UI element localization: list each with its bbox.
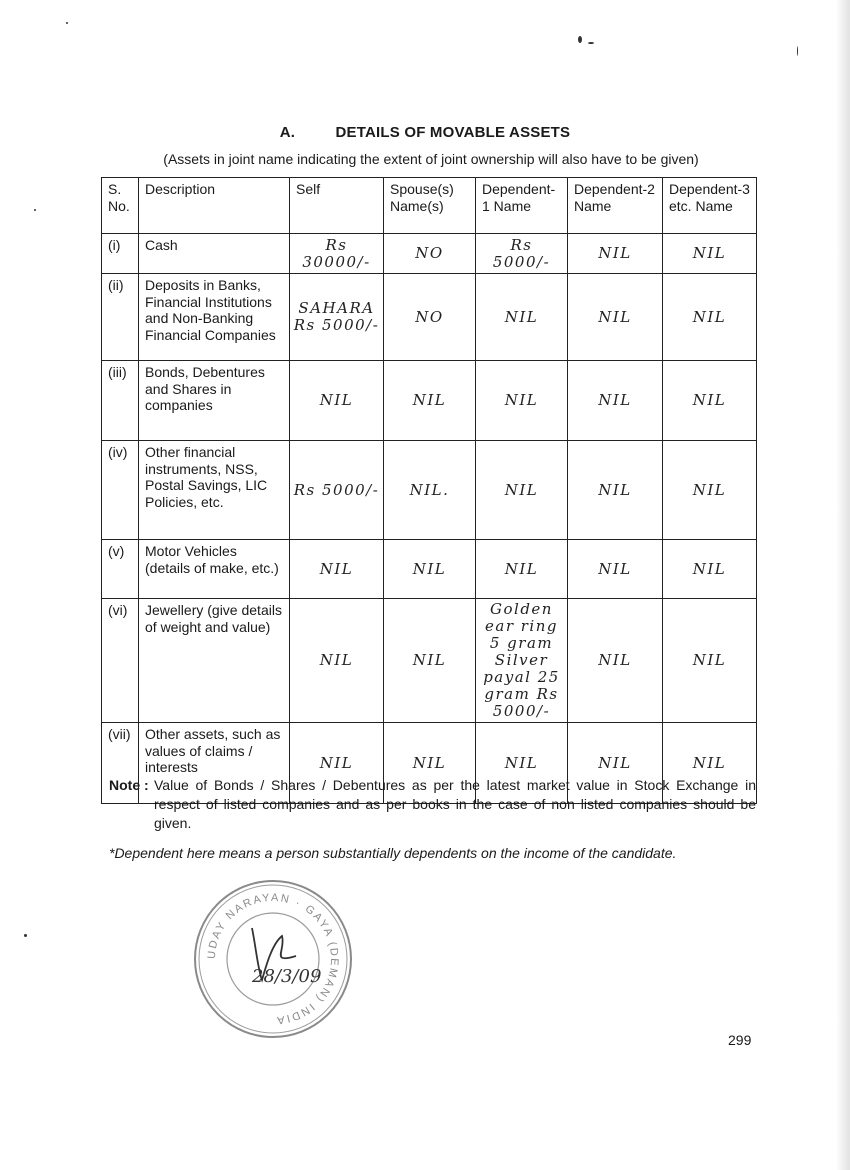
spouse-cell: NO — [384, 274, 476, 361]
spouse-cell: NIL — [384, 723, 476, 804]
serial-number-cell: (v) — [102, 540, 139, 599]
self-cell: Rs 5000/- — [290, 441, 384, 540]
section-title: DETAILS OF MOVABLE ASSETS — [335, 124, 571, 141]
dependent-2-cell: NIL — [568, 361, 663, 441]
serial-number-cell: (vi) — [102, 599, 139, 723]
serial-number-cell: (vii) — [102, 723, 139, 804]
self-cell: NIL — [290, 599, 384, 723]
dependent-3-cell: NIL — [663, 540, 757, 599]
scan-speck — [66, 22, 68, 24]
dependent-3-cell: NIL — [663, 234, 757, 274]
official-seal-stamp — [192, 878, 354, 1040]
table-row — [102, 540, 757, 599]
dependent-1-cell: NIL — [476, 441, 568, 540]
description-cell: Motor Vehicles (details of make, etc.) — [139, 540, 290, 599]
stamp-date: 28/3/09 — [252, 966, 322, 987]
spouse-cell: NIL. — [384, 441, 476, 540]
column-header: Description — [139, 178, 290, 234]
column-header: Spouse(s) Name(s) — [384, 178, 476, 234]
dependent-2-cell: NIL — [568, 540, 663, 599]
movable-assets-table — [101, 177, 757, 804]
dependent-3-cell: NIL — [663, 599, 757, 723]
dependent-2-cell: NIL — [568, 274, 663, 361]
page-number: 299 — [728, 1032, 752, 1048]
column-header: Dependent-1 Name — [476, 178, 568, 234]
self-cell: NIL — [290, 723, 384, 804]
serial-number-cell: (ii) — [102, 274, 139, 361]
dependent-1-cell: Golden ear ring 5 gram Silver payal 25 gram Rs 5000/- — [476, 599, 568, 723]
dependent-1-cell: NIL — [476, 361, 568, 441]
table-header-row — [102, 178, 757, 234]
dependent-1-cell: Rs 5000/- — [476, 234, 568, 274]
column-header: Dependent-3 etc. Name — [663, 178, 757, 234]
serial-number-cell: (iv) — [102, 441, 139, 540]
page-title — [0, 124, 850, 141]
spouse-cell: NO — [384, 234, 476, 274]
serial-number-cell: (iii) — [102, 361, 139, 441]
description-cell: Cash — [139, 234, 290, 274]
self-cell: NIL — [290, 361, 384, 441]
note-label: Note : — [109, 777, 149, 793]
column-header: Dependent-2 Name — [568, 178, 663, 234]
spouse-cell: NIL — [384, 361, 476, 441]
self-cell: NIL — [290, 540, 384, 599]
dependent-2-cell: NIL — [568, 599, 663, 723]
description-cell: Deposits in Banks, Financial Institutions and Non-Banking Financial Companies — [139, 274, 290, 361]
dependent-3-cell: NIL — [663, 274, 757, 361]
description-cell: Bonds, Debentures and Shares in companies — [139, 361, 290, 441]
table-row — [102, 441, 757, 540]
table-row — [102, 599, 757, 723]
dependent-3-cell: NIL — [663, 723, 757, 804]
page-subtitle: (Assets in joint name indicating the extent of joint ownership will also have to be given) — [163, 151, 699, 167]
table-row — [102, 361, 757, 441]
scan-speck — [797, 46, 798, 56]
spouse-cell: NIL — [384, 599, 476, 723]
spouse-cell: NIL — [384, 540, 476, 599]
dependent-2-cell: NIL — [568, 723, 663, 804]
dependent-3-cell: NIL — [663, 361, 757, 441]
scanned-page-edge — [836, 0, 850, 1170]
table-row — [102, 234, 757, 274]
self-cell: SAHARA Rs 5000/- — [290, 274, 384, 361]
scan-speck — [578, 36, 582, 43]
column-header: S. No. — [102, 178, 139, 234]
description-cell: Other financial instruments, NSS, Postal Savings, LIC Policies, etc. — [139, 441, 290, 540]
dependent-1-cell: NIL — [476, 723, 568, 804]
stamp-ring-text: UDAY NARAYAN · GAYA (DEMAN) INDIA — [205, 891, 341, 1027]
dependent-2-cell: NIL — [568, 234, 663, 274]
scan-speck — [588, 42, 594, 44]
scan-speck — [34, 209, 36, 211]
serial-number-cell: (i) — [102, 234, 139, 274]
dependent-3-cell: NIL — [663, 441, 757, 540]
note-block — [109, 776, 756, 833]
dependent-1-cell: NIL — [476, 274, 568, 361]
dependent-1-cell: NIL — [476, 540, 568, 599]
column-header: Self — [290, 178, 384, 234]
note-text: Value of Bonds / Shares / Debentures as per the latest market value in Stock Exchange in respect of listed companies and as per books in the case of non listed companies should be given. — [154, 777, 756, 831]
scan-speck — [24, 934, 27, 937]
description-cell: Jewellery (give details of weight and value) — [139, 599, 290, 723]
section-label: A. — [279, 124, 296, 141]
description-cell: Other assets, such as values of claims / interests — [139, 723, 290, 804]
dependent-2-cell: NIL — [568, 441, 663, 540]
table-row — [102, 274, 757, 361]
footnote: *Dependent here means a person substantially dependents on the income of the candidate. — [109, 845, 677, 861]
self-cell: Rs 30000/- — [290, 234, 384, 274]
